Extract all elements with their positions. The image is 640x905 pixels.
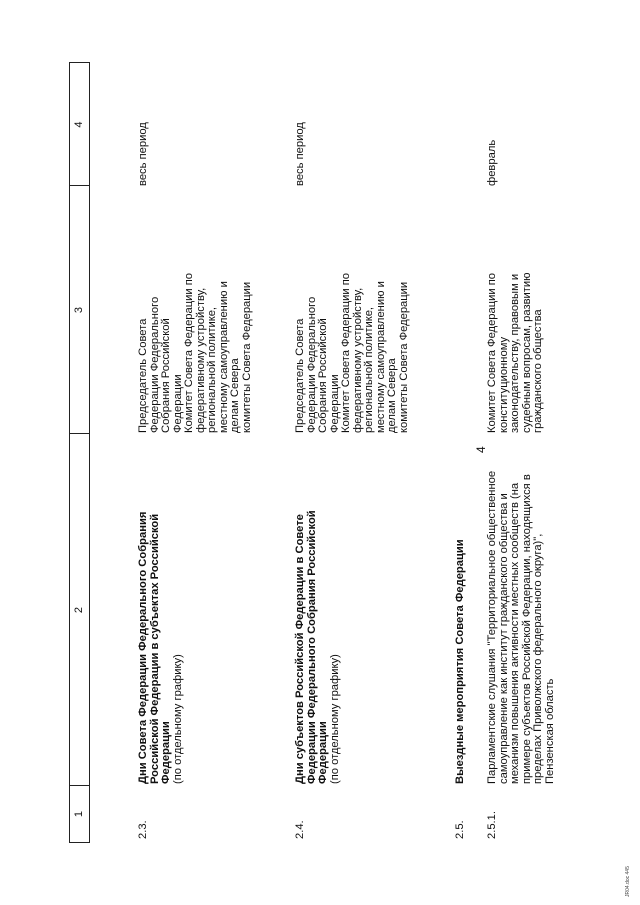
table-header-row — [69, 62, 90, 843]
row-title: Дни субъектов Российской Федерации в Совете Федерации Федерального Собрания Российской Федерации — [294, 510, 329, 784]
header-col-2: 2 — [70, 433, 89, 786]
row-number: 2.5.1. — [486, 811, 498, 839]
row-number: 2.3. — [137, 820, 149, 839]
row-text: Парламентские слушания "Территориальное общественное самоуправление как институт гражданского общества и механизм повышения активности местных сообществ (на примере субъектов Российской Федерации, находящихся в пределах Приволжского федерального округа)", Пензенская область — [486, 470, 556, 784]
header-col-1: 1 — [70, 785, 89, 842]
row-period: весь период — [294, 122, 306, 186]
page-number: 4 — [474, 446, 488, 453]
row-responsible: Комитет Совета Федерации по конституционному законодательству, правовым и судебным вопросам, развитию гражданского общества — [486, 272, 544, 433]
header-col-4: 4 — [73, 121, 85, 128]
footer-code: JR04.doc 445 — [625, 866, 631, 897]
row-responsible: Председатель Совета Федерации Федерального Собрания Российской Федерации Комитет Совета Федерации по федеративному устройству, региональной политике, местному самоуправлению и делам Севера комитеты Совета Федерации — [294, 272, 410, 433]
row-subtitle: (по отдельному графику) — [329, 654, 341, 784]
row-number: 2.5. — [454, 820, 466, 839]
row-title: Дни Совета Федерации Федерального Собрания Российской Федерации в субъектах Российской Федерации — [137, 511, 172, 784]
row-period: весь период — [137, 122, 149, 186]
row-subtitle: (по отдельному графику) — [172, 654, 184, 784]
header-col-3: 3 — [70, 185, 89, 434]
row-title: Выездные мероприятия Совета Федерации — [454, 539, 466, 784]
row-responsible: Председатель Совета Федерации Федерального Собрания Российской Федерации Комитет Совета Федерации по федеративному устройству, региональной политике, местному самоуправлению и делам Севера комитеты Совета Федерации — [137, 272, 253, 433]
row-number: 2.4. — [294, 820, 306, 839]
row-period: февраль — [486, 139, 498, 186]
